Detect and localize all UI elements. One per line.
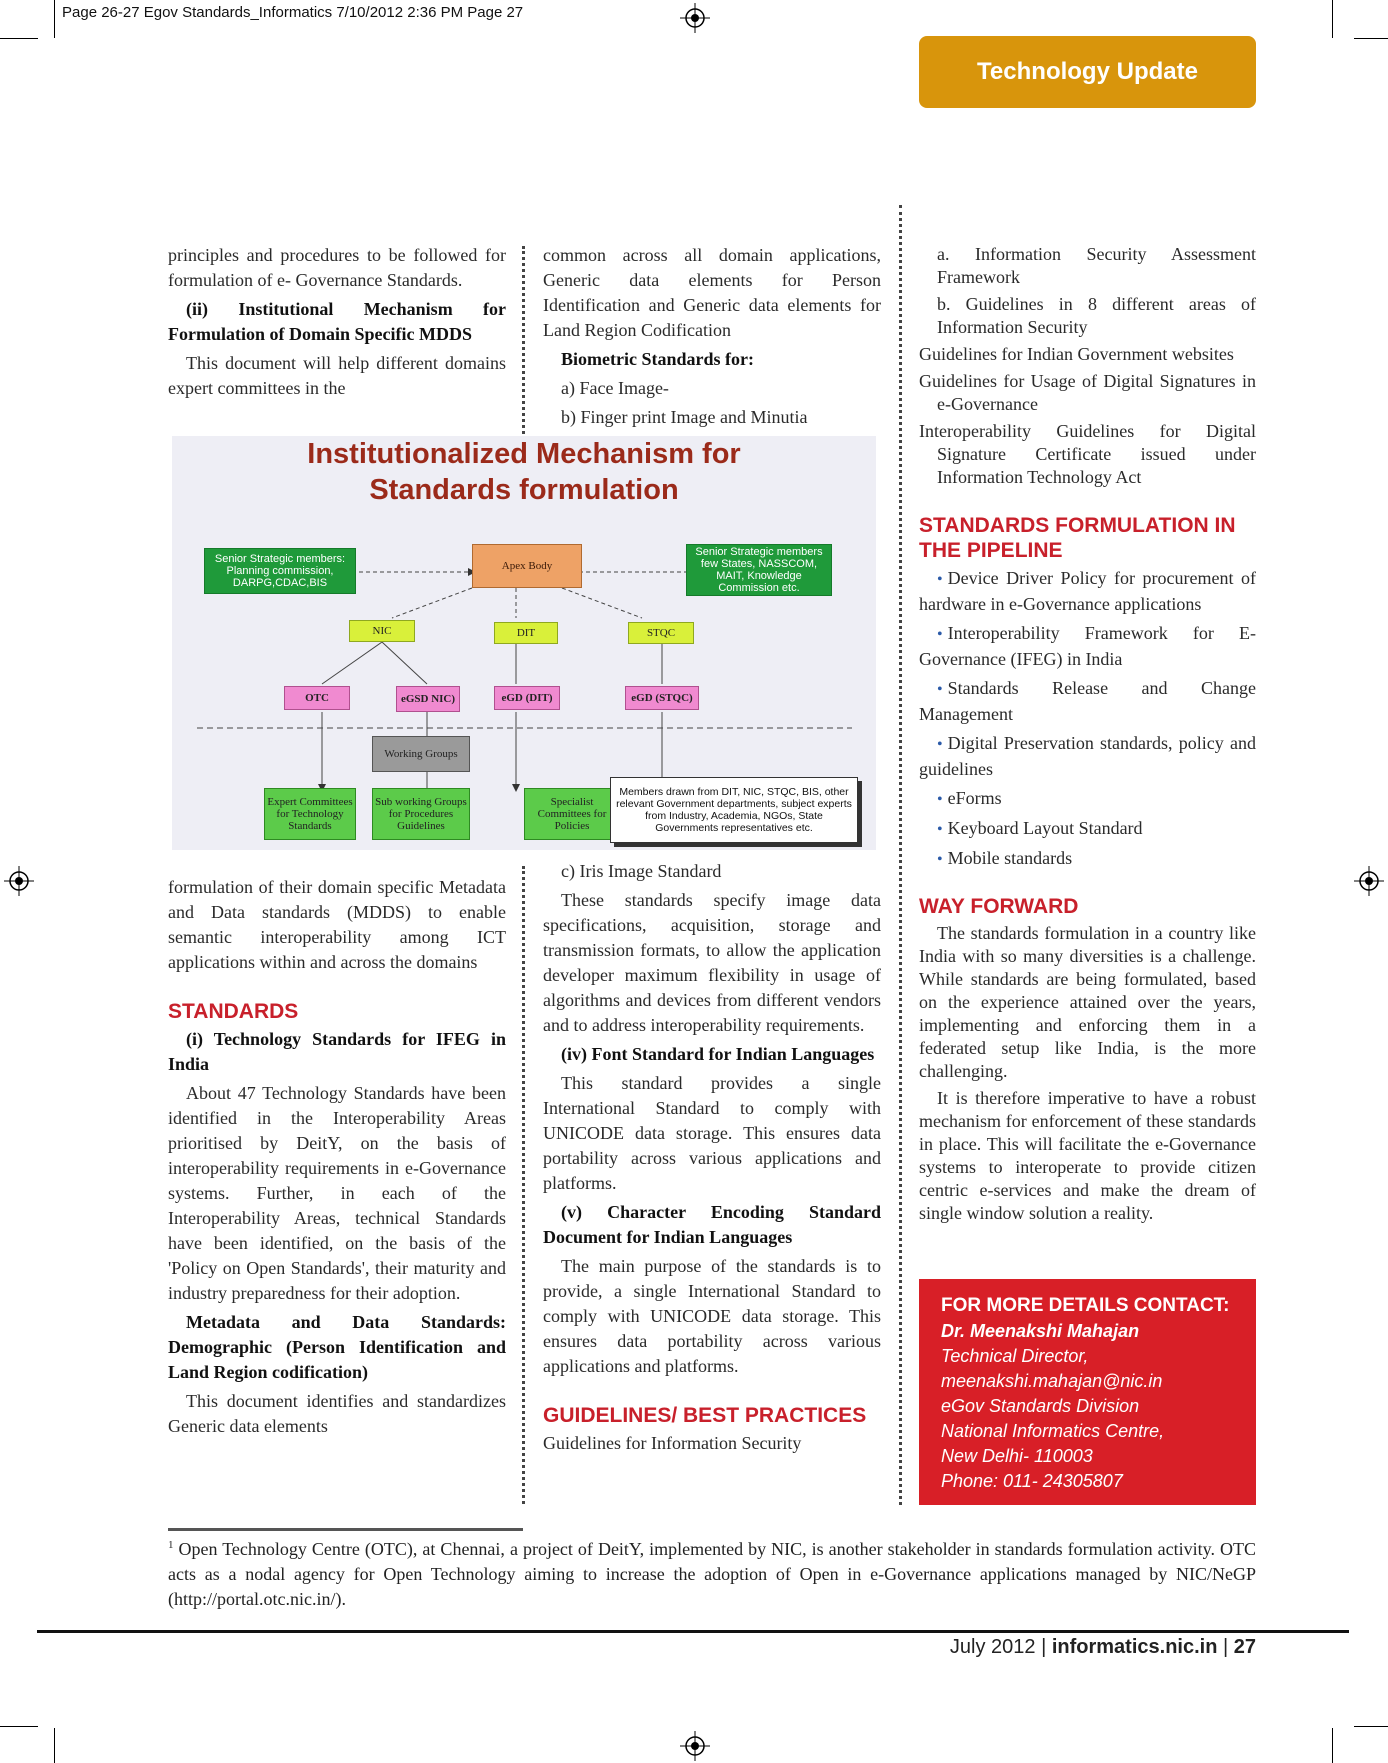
paragraph: principles and procedures to be followed for formulation of e- Governance Standards. bbox=[168, 245, 506, 290]
registration-mark-icon bbox=[680, 3, 710, 33]
list-item: b) Finger print Image and Minutia bbox=[561, 407, 808, 427]
paragraph: This document identifies and standardizes Generic data elements bbox=[168, 1391, 506, 1436]
bullet-item: • Digital Preservation standards, policy and guidelines bbox=[919, 731, 1256, 782]
contact-line: National Informatics Centre, bbox=[941, 1421, 1165, 1441]
subheading: (ii) Institutional Mechanism for Formulation of Domain Specific MDDS bbox=[168, 299, 506, 344]
bullet-item: • Mobile standards bbox=[919, 846, 1256, 872]
section-heading-way-forward: WAY FORWARD bbox=[919, 895, 1079, 918]
subheading: (iv) Font Standard for Indian Languages bbox=[561, 1044, 875, 1064]
contact-name: Dr. Meenakshi Mahajan bbox=[941, 1321, 1140, 1341]
paragraph: This standard provides a single International Standard to comply with UNICODE data storage. This ensures data portability across various applications and platforms. bbox=[543, 1073, 881, 1193]
bullet-item: • Device Driver Policy for procurement of hardware in e-Governance applications bbox=[919, 566, 1256, 617]
contact-line: New Delhi- 110003 bbox=[941, 1446, 1093, 1466]
contact-phone: Phone: 011- 24305807 bbox=[941, 1471, 1123, 1491]
expert-committees-box: Expert Committees for Technology Standards bbox=[264, 788, 356, 840]
subheading: Biometric Standards for: bbox=[561, 349, 754, 369]
dit-box: DIT bbox=[494, 622, 558, 644]
registration-mark-icon bbox=[680, 1731, 710, 1761]
subheading: (v) Character Encoding Standard Document for Indian Languages bbox=[543, 1202, 881, 1247]
list-item: a) Face Image- bbox=[561, 378, 669, 398]
bullet-item: • Standards Release and Change Management bbox=[919, 676, 1256, 727]
subheading: (i) Technology Standards for IFEG in India bbox=[168, 1029, 506, 1074]
registration-mark-icon bbox=[4, 866, 34, 896]
apex-body: Apex Body bbox=[472, 544, 582, 588]
egd-stqc-box: eGD (STQC) bbox=[625, 686, 699, 710]
nic-box: NIC bbox=[349, 620, 415, 642]
members-note: Members drawn from DIT, NIC, STQC, BIS, other relevant Government departments, subject experts from Industry, Academia, NGOs, State Governments representatives etc. bbox=[610, 777, 858, 843]
diagram-title: Institutionalized Mechanism for Standards formulation bbox=[307, 438, 741, 506]
bullet-item: • Interoperability Framework for E-Governance (IFEG) in India bbox=[919, 621, 1256, 672]
stqc-box: STQC bbox=[628, 622, 694, 644]
bullet-item: • Keyboard Layout Standard bbox=[919, 816, 1256, 842]
footer-rule bbox=[37, 1630, 1349, 1633]
section-heading-guidelines: GUIDELINES/ BEST PRACTICES bbox=[543, 1404, 867, 1427]
column-3 bbox=[919, 243, 1256, 1229]
working-groups-box: Working Groups bbox=[372, 736, 470, 772]
otc-box: OTC bbox=[284, 686, 350, 710]
column-1-top bbox=[168, 243, 506, 405]
section-tab bbox=[919, 36, 1256, 108]
list-item: a. Information Security Assessment Framework bbox=[937, 244, 1256, 287]
paragraph: The standards formulation in a country like India with so many diversities is a challenge. While standards are being formulated, based on the experience attained over the years, implementing and enforcing them in a federated setup like India, is the more challenging. bbox=[919, 923, 1256, 1081]
section-heading-standards: STANDARDS bbox=[168, 1000, 299, 1023]
senior-members-right: Senior Strategic members few States, NASSCOM, MAIT, Knowledge Commission etc. bbox=[686, 544, 832, 596]
column-divider bbox=[522, 246, 525, 434]
paragraph: common across all domain applications, Generic data elements for Person Identification and Generic data elements for Land Region Codification bbox=[543, 245, 881, 340]
page-folio: July 2012 | informatics.nic.in | 27 bbox=[949, 1636, 1256, 1658]
paragraph: This document will help different domains expert committees in the bbox=[168, 353, 506, 398]
column-divider bbox=[899, 205, 902, 1505]
contact-line: eGov Standards Division bbox=[941, 1396, 1140, 1416]
specialist-committees-box: Specialist Committees for Policies bbox=[524, 788, 620, 840]
list-item: Interoperability Guidelines for Digital Signature Certificate issued under Information Technology Act bbox=[919, 421, 1256, 487]
site-link[interactable]: informatics.nic.in bbox=[1051, 1636, 1218, 1658]
paragraph: Guidelines for Information Security bbox=[543, 1433, 802, 1453]
paragraph: These standards specify image data specifications, acquisition, storage and transmission formats, to allow the application developer maximum flexibility in usage of algorithms and devices from different vendors and to address interoperability requirements. bbox=[543, 890, 881, 1035]
footnote-rule bbox=[168, 1528, 523, 1531]
org-diagram bbox=[172, 436, 876, 850]
contact-heading: FOR MORE DETAILS CONTACT: bbox=[941, 1295, 1230, 1316]
contact-email[interactable]: meenakshi.mahajan@nic.in bbox=[941, 1371, 1163, 1391]
list-item: b. Guidelines in 8 different areas of Information Security bbox=[937, 294, 1256, 337]
list-item: Guidelines for Usage of Digital Signatures in e-Governance bbox=[919, 371, 1256, 414]
contact-line: Technical Director, bbox=[941, 1346, 1089, 1366]
paragraph: The main purpose of the standards is to provide, a single International Standard to comply with UNICODE data storage. This ensures data portability across various applications and platforms. bbox=[543, 1256, 881, 1376]
senior-members-left: Senior Strategic members: Planning commission, DARPG,CDAC,BIS bbox=[204, 548, 356, 594]
paragraph: It is therefore imperative to have a robust mechanism for enforcement of these standards in place. This will facilitate the e-Governance systems to interoperate to provide citizen centric e-services and make the dream of single window solution a reality. bbox=[919, 1088, 1256, 1223]
column-2-bottom bbox=[543, 859, 881, 1460]
paragraph: formulation of their domain specific Metadata and Data standards (MDDS) to enable semantic interoperability among ICT applications within and across the domains bbox=[168, 877, 506, 972]
registration-mark-icon bbox=[1354, 866, 1384, 896]
page-number: 27 bbox=[1233, 1636, 1256, 1658]
footnote: $^1$ Open Technology Centre (OTC), at Chennai, a project of DeitY, implemented by NIC, is another stakeholder in standards formulation activity. OTC acts as a nodal agency for Open Technology aiming to increase the adoption of Open in e-Governance applications managed by NIC/NeGP (http://portal.otc.nic.in/). bbox=[168, 1539, 1256, 1609]
column-2-top bbox=[543, 243, 881, 434]
list-item: Guidelines for Indian Government websites bbox=[919, 344, 1234, 364]
subheading: Metadata and Data Standards: Demographic (Person Identification and Land Region codification) bbox=[168, 1312, 506, 1382]
sub-working-groups-box: Sub working Groups for Procedures Guidelines bbox=[372, 788, 470, 840]
bullet-item: • eForms bbox=[919, 786, 1256, 812]
list-item: c) Iris Image Standard bbox=[561, 861, 722, 881]
column-1-bottom bbox=[168, 875, 506, 1443]
column-divider bbox=[522, 866, 525, 1504]
section-tab-label: Technology Update bbox=[977, 58, 1198, 85]
printer-slug: Page 26-27 Egov Standards_Informatics 7/10/2012 2:36 PM Page 27 bbox=[62, 4, 524, 21]
section-heading-pipeline: STANDARDS FORMULATION IN THE PIPELINE bbox=[919, 514, 1236, 562]
contact-box bbox=[919, 1279, 1256, 1505]
paragraph: About 47 Technology Standards have been identified in the Interoperability Areas prioritised by DeitY, on the basis of interoperability requirements in e-Governance systems. Further, in each of the Interoperability Areas, technical Standards have been identified, on the basis of the 'Policy on Open Standards', their maturity and industry preparedness for their adoption. bbox=[168, 1083, 506, 1303]
egd-dit-box: eGD (DIT) bbox=[494, 686, 560, 710]
egsd-box: eGSD NIC) bbox=[396, 686, 460, 712]
